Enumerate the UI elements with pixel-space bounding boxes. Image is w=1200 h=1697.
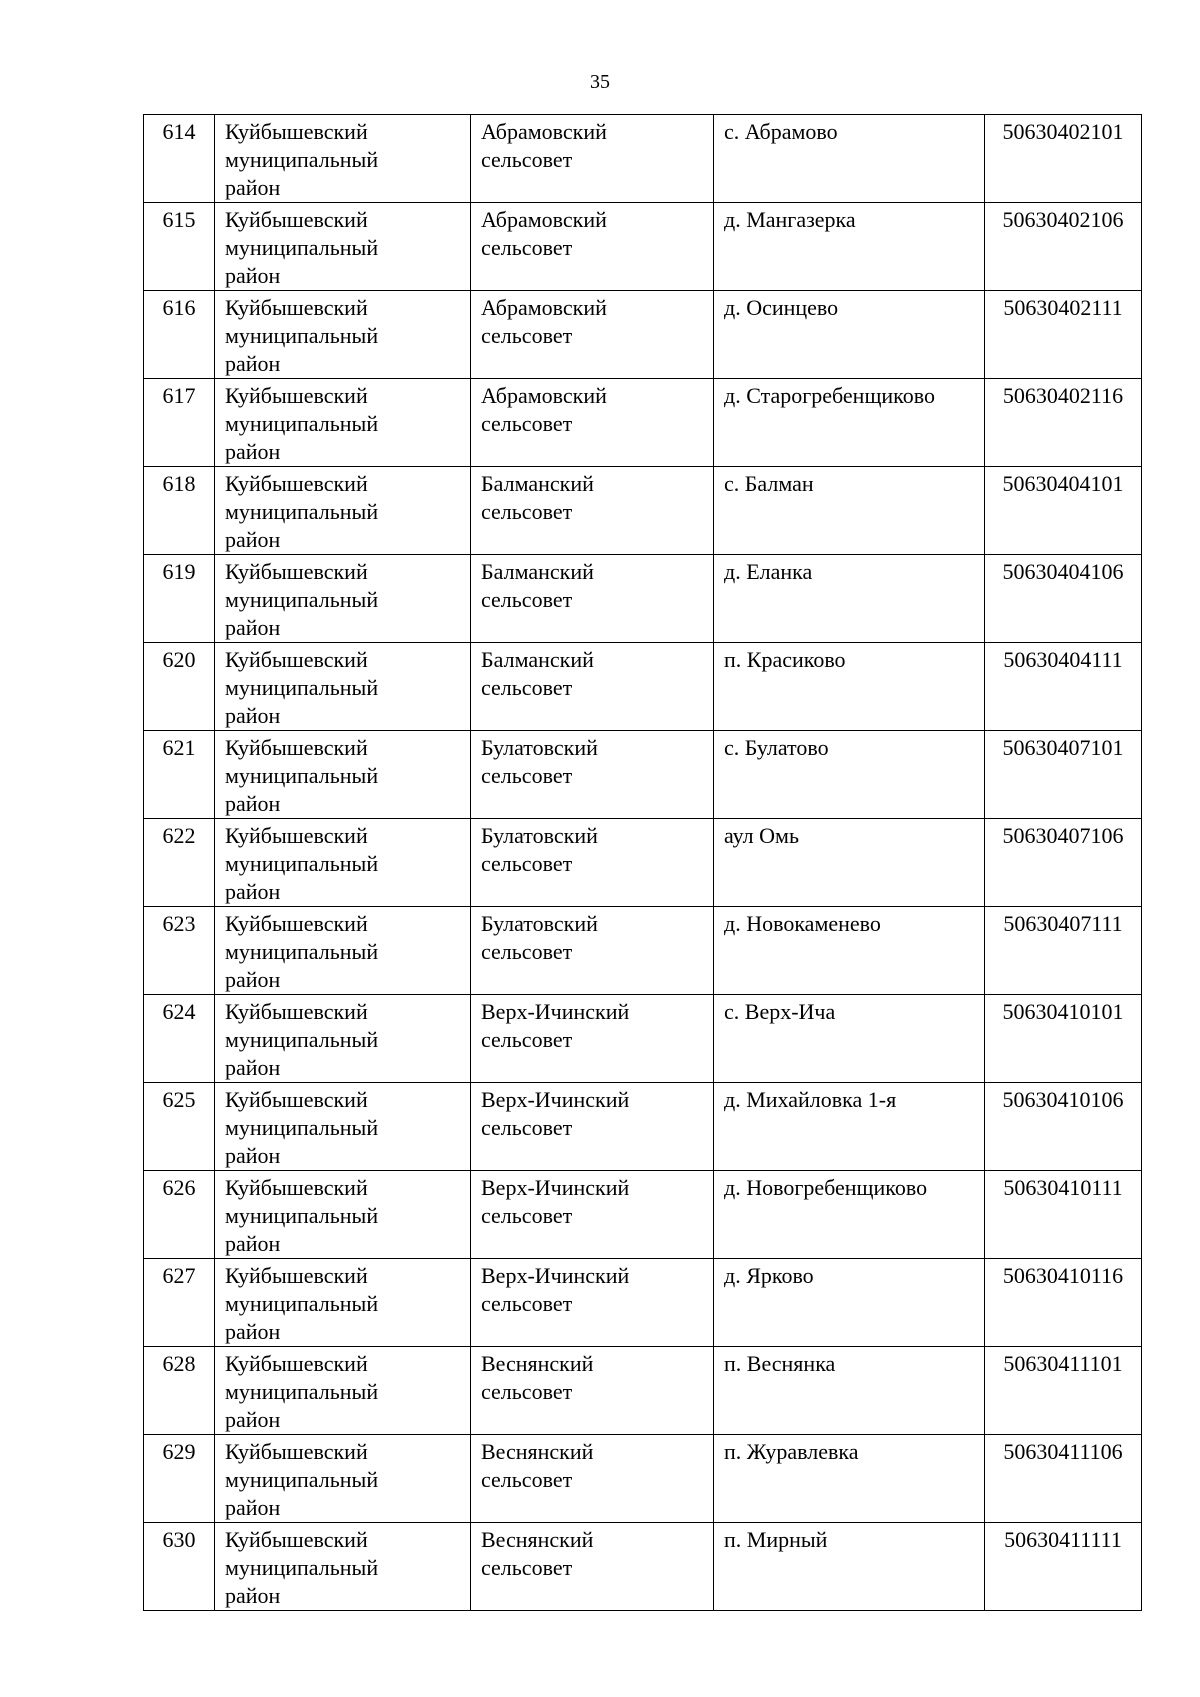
table-row [144, 643, 1142, 731]
district-name-line: муниципальный [225, 235, 379, 260]
settlement-name: д. Ярково [724, 1263, 814, 1288]
oktmo-code: 50630410116 [1002, 1263, 1124, 1288]
settlements-table [143, 114, 1142, 1611]
district-cell [215, 291, 471, 379]
row-number: 627 [162, 1263, 196, 1288]
oktmo-code-cell [985, 907, 1142, 995]
oktmo-code-cell [985, 115, 1142, 203]
council-cell [471, 1171, 714, 1259]
district-name-line: район [225, 527, 281, 552]
district-name-line: муниципальный [225, 1115, 379, 1140]
table-row [144, 467, 1142, 555]
council-cell [471, 1435, 714, 1523]
council-name-line: Веснянский [481, 1351, 594, 1376]
oktmo-code-cell [985, 1523, 1142, 1611]
row-number: 630 [162, 1527, 196, 1552]
oktmo-code: 50630407111 [1003, 911, 1123, 936]
settlement-name: п. Красиково [724, 647, 846, 672]
oktmo-code: 50630402116 [1002, 383, 1124, 408]
district-name-line: район [225, 439, 281, 464]
district-name-line: муниципальный [225, 851, 379, 876]
council-name-line: Абрамовский [481, 119, 607, 144]
settlement-name: с. Абрамово [724, 119, 838, 144]
district-name-line: Куйбышевский [225, 207, 368, 232]
council-name-line: Булатовский [481, 735, 598, 760]
row-number-cell [144, 555, 215, 643]
district-name-line: Куйбышевский [225, 823, 368, 848]
row-number: 621 [162, 735, 196, 760]
oktmo-code: 50630404111 [1003, 647, 1123, 672]
district-name-line: муниципальный [225, 1467, 379, 1492]
settlement-cell [714, 995, 985, 1083]
table-row [144, 291, 1142, 379]
settlement-name: п. Мирный [724, 1527, 828, 1552]
district-cell [215, 643, 471, 731]
row-number-cell [144, 467, 215, 555]
table-row [144, 1523, 1142, 1611]
oktmo-code: 50630407101 [1002, 735, 1124, 760]
row-number-cell [144, 1083, 215, 1171]
oktmo-code: 50630402101 [1002, 119, 1124, 144]
district-cell [215, 1083, 471, 1171]
row-number-cell [144, 819, 215, 907]
settlement-name: п. Журавлевка [724, 1439, 859, 1464]
oktmo-code-cell [985, 379, 1142, 467]
settlement-name: д. Михайловка 1-я [724, 1087, 897, 1112]
oktmo-code: 50630404101 [1002, 471, 1124, 496]
row-number: 628 [162, 1351, 196, 1376]
row-number-cell [144, 1347, 215, 1435]
district-name-line: Куйбышевский [225, 1527, 368, 1552]
council-name-line: сельсовет [481, 323, 573, 348]
settlement-name: д. Старогребенщиково [724, 383, 935, 408]
district-name-line: Куйбышевский [225, 119, 368, 144]
oktmo-code-cell [985, 555, 1142, 643]
oktmo-code-cell [985, 643, 1142, 731]
district-name-line: муниципальный [225, 1555, 379, 1580]
oktmo-code-cell [985, 1435, 1142, 1523]
district-name-line: район [225, 615, 281, 640]
district-name-line: Куйбышевский [225, 1175, 368, 1200]
settlement-cell [714, 643, 985, 731]
settlement-name: п. Веснянка [724, 1351, 836, 1376]
settlement-name: д. Еланка [724, 559, 813, 584]
district-name-line: Куйбышевский [225, 1087, 368, 1112]
oktmo-code-cell [985, 1083, 1142, 1171]
district-name-line: Куйбышевский [225, 999, 368, 1024]
council-name-line: сельсовет [481, 1027, 573, 1052]
district-name-line: Куйбышевский [225, 647, 368, 672]
row-number-cell [144, 379, 215, 467]
settlement-cell [714, 555, 985, 643]
row-number-cell [144, 203, 215, 291]
council-name-line: сельсовет [481, 1203, 573, 1228]
district-cell [215, 379, 471, 467]
district-cell [215, 731, 471, 819]
page-number: 35 [590, 71, 610, 93]
table-row [144, 555, 1142, 643]
table-row [144, 115, 1142, 203]
district-name-line: муниципальный [225, 587, 379, 612]
council-name-line: Балманский [481, 647, 594, 672]
settlement-cell [714, 819, 985, 907]
district-name-line: муниципальный [225, 1291, 379, 1316]
table-body [144, 115, 1142, 1611]
district-name-line: муниципальный [225, 147, 379, 172]
settlement-cell [714, 467, 985, 555]
row-number: 625 [162, 1087, 196, 1112]
district-name-line: район [225, 351, 281, 376]
council-name-line: Верх-Ичинский [481, 1175, 630, 1200]
district-name-line: муниципальный [225, 499, 379, 524]
oktmo-code-cell [985, 995, 1142, 1083]
settlement-cell [714, 1171, 985, 1259]
district-name-line: район [225, 263, 281, 288]
district-cell [215, 115, 471, 203]
oktmo-code: 50630402111 [1003, 295, 1123, 320]
row-number: 626 [162, 1175, 196, 1200]
table-row [144, 1171, 1142, 1259]
row-number-cell [144, 1171, 215, 1259]
council-name-line: Балманский [481, 471, 594, 496]
row-number: 619 [162, 559, 196, 584]
row-number-cell [144, 115, 215, 203]
settlement-name: д. Осинцево [724, 295, 839, 320]
district-name-line: район [225, 175, 281, 200]
council-cell [471, 819, 714, 907]
settlement-cell [714, 907, 985, 995]
table-row [144, 819, 1142, 907]
oktmo-code-cell [985, 1347, 1142, 1435]
oktmo-code: 50630410106 [1002, 1087, 1124, 1112]
district-cell [215, 995, 471, 1083]
district-name-line: муниципальный [225, 675, 379, 700]
settlement-cell [714, 1347, 985, 1435]
table-row [144, 379, 1142, 467]
council-cell [471, 291, 714, 379]
council-name-line: Абрамовский [481, 295, 607, 320]
oktmo-code: 50630410101 [1002, 999, 1124, 1024]
district-name-line: муниципальный [225, 763, 379, 788]
oktmo-code-cell [985, 1171, 1142, 1259]
council-cell [471, 115, 714, 203]
district-name-line: район [225, 703, 281, 728]
district-name-line: муниципальный [225, 411, 379, 436]
district-name-line: район [225, 1231, 281, 1256]
oktmo-code-cell [985, 291, 1142, 379]
settlement-cell [714, 731, 985, 819]
settlement-name: д. Новокаменево [724, 911, 881, 936]
council-cell [471, 1347, 714, 1435]
district-name-line: район [225, 879, 281, 904]
district-name-line: район [225, 1407, 281, 1432]
row-number: 617 [162, 383, 196, 408]
council-name-line: сельсовет [481, 499, 573, 524]
council-cell [471, 1523, 714, 1611]
row-number: 624 [162, 999, 196, 1024]
settlement-name: д. Мангазерка [724, 207, 856, 232]
council-name-line: Верх-Ичинский [481, 999, 630, 1024]
district-cell [215, 555, 471, 643]
district-cell [215, 1259, 471, 1347]
oktmo-code: 50630411106 [1003, 1439, 1123, 1464]
table-row [144, 995, 1142, 1083]
council-cell [471, 1259, 714, 1347]
district-name-line: район [225, 1319, 281, 1344]
district-name-line: Куйбышевский [225, 735, 368, 760]
district-name-line: район [225, 791, 281, 816]
district-name-line: район [225, 1583, 281, 1608]
district-cell [215, 1171, 471, 1259]
row-number: 620 [162, 647, 196, 672]
settlement-name: с. Булатово [724, 735, 829, 760]
council-name-line: сельсовет [481, 147, 573, 172]
district-cell [215, 467, 471, 555]
council-name-line: сельсовет [481, 235, 573, 260]
district-name-line: Куйбышевский [225, 911, 368, 936]
council-cell [471, 731, 714, 819]
council-name-line: сельсовет [481, 1115, 573, 1140]
settlement-cell [714, 203, 985, 291]
council-cell [471, 643, 714, 731]
council-name-line: Булатовский [481, 823, 598, 848]
district-name-line: Куйбышевский [225, 1263, 368, 1288]
row-number: 615 [162, 207, 196, 232]
row-number-cell [144, 995, 215, 1083]
row-number-cell [144, 1435, 215, 1523]
council-name-line: Веснянский [481, 1439, 594, 1464]
oktmo-code-cell [985, 819, 1142, 907]
district-name-line: Куйбышевский [225, 295, 368, 320]
council-cell [471, 379, 714, 467]
district-cell [215, 203, 471, 291]
settlement-cell [714, 291, 985, 379]
row-number: 629 [162, 1439, 196, 1464]
council-name-line: сельсовет [481, 1379, 573, 1404]
table-row [144, 1435, 1142, 1523]
oktmo-code-cell [985, 203, 1142, 291]
row-number: 622 [162, 823, 196, 848]
district-cell [215, 907, 471, 995]
oktmo-code: 50630402106 [1002, 207, 1124, 232]
settlement-cell [714, 115, 985, 203]
district-name-line: Куйбышевский [225, 559, 368, 584]
row-number-cell [144, 907, 215, 995]
table-row [144, 1347, 1142, 1435]
settlement-name: д. Новогребенщиково [724, 1175, 928, 1200]
council-cell [471, 467, 714, 555]
oktmo-code: 50630410111 [1003, 1175, 1123, 1200]
council-name-line: Балманский [481, 559, 594, 584]
council-name-line: сельсовет [481, 1555, 573, 1580]
table-row [144, 1083, 1142, 1171]
council-name-line: сельсовет [481, 587, 573, 612]
district-name-line: муниципальный [225, 323, 379, 348]
council-cell [471, 995, 714, 1083]
settlement-cell [714, 1435, 985, 1523]
row-number: 623 [162, 911, 196, 936]
district-cell [215, 1435, 471, 1523]
row-number-cell [144, 731, 215, 819]
table-row [144, 1259, 1142, 1347]
district-name-line: Куйбышевский [225, 383, 368, 408]
council-name-line: сельсовет [481, 939, 573, 964]
district-name-line: район [225, 1055, 281, 1080]
oktmo-code: 50630411111 [1004, 1527, 1122, 1552]
settlement-name: аул Омь [724, 823, 800, 848]
row-number-cell [144, 291, 215, 379]
district-name-line: Куйбышевский [225, 471, 368, 496]
table-row [144, 203, 1142, 291]
oktmo-code: 50630411101 [1003, 1351, 1123, 1376]
council-name-line: Абрамовский [481, 207, 607, 232]
table-row [144, 731, 1142, 819]
council-cell [471, 1083, 714, 1171]
oktmo-code: 50630404106 [1002, 559, 1124, 584]
council-name-line: сельсовет [481, 1291, 573, 1316]
district-cell [215, 819, 471, 907]
council-name-line: сельсовет [481, 763, 573, 788]
row-number: 618 [162, 471, 196, 496]
district-cell [215, 1523, 471, 1611]
settlement-cell [714, 379, 985, 467]
district-name-line: муниципальный [225, 1379, 379, 1404]
council-name-line: Абрамовский [481, 383, 607, 408]
row-number: 616 [162, 295, 196, 320]
row-number-cell [144, 1259, 215, 1347]
council-name-line: Булатовский [481, 911, 598, 936]
council-name-line: Верх-Ичинский [481, 1263, 630, 1288]
council-cell [471, 555, 714, 643]
settlement-cell [714, 1259, 985, 1347]
row-number-cell [144, 643, 215, 731]
council-name-line: сельсовет [481, 851, 573, 876]
district-name-line: Куйбышевский [225, 1351, 368, 1376]
district-name-line: район [225, 967, 281, 992]
settlement-cell [714, 1523, 985, 1611]
council-name-line: Веснянский [481, 1527, 594, 1552]
council-name-line: сельсовет [481, 675, 573, 700]
oktmo-code: 50630407106 [1002, 823, 1124, 848]
council-cell [471, 907, 714, 995]
district-name-line: муниципальный [225, 1027, 379, 1052]
oktmo-code-cell [985, 731, 1142, 819]
settlement-name: с. Балман [724, 471, 814, 496]
district-name-line: муниципальный [225, 1203, 379, 1228]
settlement-cell [714, 1083, 985, 1171]
settlement-name: с. Верх-Ича [724, 999, 836, 1024]
district-name-line: район [225, 1495, 281, 1520]
council-name-line: сельсовет [481, 411, 573, 436]
district-name-line: район [225, 1143, 281, 1168]
oktmo-code-cell [985, 467, 1142, 555]
council-cell [471, 203, 714, 291]
oktmo-code-cell [985, 1259, 1142, 1347]
district-name-line: Куйбышевский [225, 1439, 368, 1464]
row-number-cell [144, 1523, 215, 1611]
council-name-line: сельсовет [481, 1467, 573, 1492]
district-name-line: муниципальный [225, 939, 379, 964]
row-number: 614 [162, 119, 196, 144]
table-row [144, 907, 1142, 995]
council-name-line: Верх-Ичинский [481, 1087, 630, 1112]
district-cell [215, 1347, 471, 1435]
